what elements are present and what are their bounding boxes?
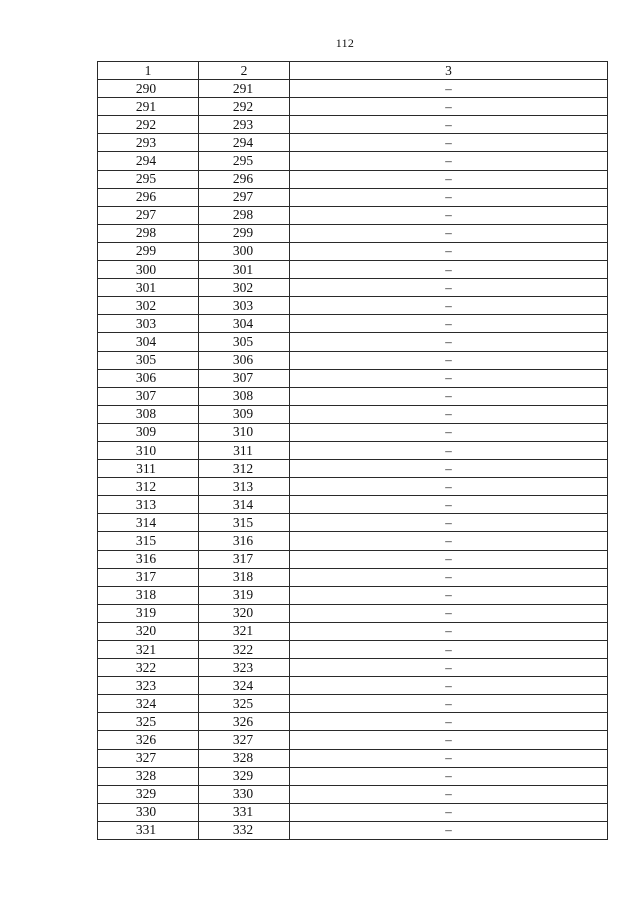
table-row	[98, 586, 608, 604]
table-row	[98, 297, 608, 315]
table-cell-col-1: 310	[98, 441, 199, 459]
table-cell-col-3: –	[290, 423, 608, 441]
table-cell-col-3: –	[290, 803, 608, 821]
data-table	[97, 61, 608, 840]
table-cell-col-1: 322	[98, 659, 199, 677]
table-cell-col-2: 292	[199, 98, 290, 116]
table-cell-col-1: 318	[98, 586, 199, 604]
table-cell-col-1: 302	[98, 297, 199, 315]
table-cell-col-3: –	[290, 478, 608, 496]
table-cell-col-1: 311	[98, 460, 199, 478]
table-cell-col-1: 315	[98, 532, 199, 550]
table-cell-col-3: –	[290, 224, 608, 242]
table-cell-col-3: –	[290, 695, 608, 713]
table-cell-col-2: 310	[199, 423, 290, 441]
table-cell-col-3: –	[290, 242, 608, 260]
table-cell-col-2: 293	[199, 116, 290, 134]
table-cell-col-2: 309	[199, 405, 290, 423]
table-cell-col-2: 314	[199, 496, 290, 514]
table-cell-col-2: 326	[199, 713, 290, 731]
table-cell-col-3: –	[290, 604, 608, 622]
table-row	[98, 351, 608, 369]
table-row	[98, 568, 608, 586]
table-cell-col-2: 321	[199, 622, 290, 640]
table-cell-col-3: –	[290, 821, 608, 839]
table-cell-col-3: –	[290, 622, 608, 640]
table-cell-col-1: 320	[98, 622, 199, 640]
table-cell-col-1: 293	[98, 134, 199, 152]
table-row	[98, 460, 608, 478]
table-row	[98, 224, 608, 242]
column-header-2: 2	[199, 62, 290, 80]
table-cell-col-1: 314	[98, 514, 199, 532]
table-row	[98, 731, 608, 749]
table-row	[98, 279, 608, 297]
table-cell-col-1: 316	[98, 550, 199, 568]
table-cell-col-1: 306	[98, 369, 199, 387]
table-cell-col-3: –	[290, 333, 608, 351]
table-cell-col-2: 317	[199, 550, 290, 568]
table-cell-col-1: 309	[98, 423, 199, 441]
table-cell-col-2: 298	[199, 206, 290, 224]
table-cell-col-3: –	[290, 550, 608, 568]
table-cell-col-1: 295	[98, 170, 199, 188]
table-row	[98, 387, 608, 405]
table-row	[98, 604, 608, 622]
table-cell-col-1: 328	[98, 767, 199, 785]
table-cell-col-2: 306	[199, 351, 290, 369]
table-row	[98, 242, 608, 260]
table-cell-col-2: 302	[199, 279, 290, 297]
table-cell-col-3: –	[290, 80, 608, 98]
table-cell-col-3: –	[290, 731, 608, 749]
table-cell-col-2: 301	[199, 261, 290, 279]
table-cell-col-3: –	[290, 98, 608, 116]
table-row	[98, 98, 608, 116]
page-number: 112	[335, 36, 355, 50]
table-cell-col-2: 303	[199, 297, 290, 315]
table-cell-col-2: 319	[199, 586, 290, 604]
table-cell-col-1: 330	[98, 803, 199, 821]
table-cell-col-2: 305	[199, 333, 290, 351]
table-cell-col-2: 295	[199, 152, 290, 170]
table-cell-col-2: 329	[199, 767, 290, 785]
table-cell-col-1: 298	[98, 224, 199, 242]
table-cell-col-3: –	[290, 586, 608, 604]
table-cell-col-1: 325	[98, 713, 199, 731]
table-cell-col-2: 291	[199, 80, 290, 98]
table-cell-col-1: 312	[98, 478, 199, 496]
table-cell-col-2: 318	[199, 568, 290, 586]
table-cell-col-2: 307	[199, 369, 290, 387]
table-cell-col-2: 312	[199, 460, 290, 478]
table-body	[98, 80, 608, 840]
table-cell-col-2: 304	[199, 315, 290, 333]
table-cell-col-3: –	[290, 659, 608, 677]
table-row	[98, 423, 608, 441]
table-cell-col-2: 322	[199, 641, 290, 659]
table-row	[98, 749, 608, 767]
table-cell-col-1: 294	[98, 152, 199, 170]
table-row	[98, 478, 608, 496]
table-row	[98, 659, 608, 677]
table-cell-col-2: 328	[199, 749, 290, 767]
table-row	[98, 152, 608, 170]
table-cell-col-2: 324	[199, 677, 290, 695]
table-row	[98, 116, 608, 134]
table-row	[98, 622, 608, 640]
table-cell-col-3: –	[290, 441, 608, 459]
table-row	[98, 803, 608, 821]
table-header-row	[98, 62, 608, 80]
table-cell-col-1: 319	[98, 604, 199, 622]
table-cell-col-3: –	[290, 532, 608, 550]
table-cell-col-3: –	[290, 116, 608, 134]
table-cell-col-1: 313	[98, 496, 199, 514]
table-row	[98, 441, 608, 459]
table-cell-col-1: 291	[98, 98, 199, 116]
table-cell-col-3: –	[290, 713, 608, 731]
table-cell-col-2: 332	[199, 821, 290, 839]
table-row	[98, 369, 608, 387]
table-row	[98, 188, 608, 206]
table-cell-col-1: 300	[98, 261, 199, 279]
table-row	[98, 677, 608, 695]
table-cell-col-2: 297	[199, 188, 290, 206]
table-row	[98, 767, 608, 785]
table-cell-col-2: 323	[199, 659, 290, 677]
table-cell-col-1: 324	[98, 695, 199, 713]
table-row	[98, 785, 608, 803]
table-cell-col-2: 327	[199, 731, 290, 749]
table-cell-col-2: 311	[199, 441, 290, 459]
table-cell-col-1: 299	[98, 242, 199, 260]
table-cell-col-3: –	[290, 460, 608, 478]
table-cell-col-1: 323	[98, 677, 199, 695]
table-cell-col-3: –	[290, 568, 608, 586]
table-cell-col-3: –	[290, 315, 608, 333]
table-cell-col-1: 305	[98, 351, 199, 369]
table-cell-col-1: 290	[98, 80, 199, 98]
table-cell-col-1: 304	[98, 333, 199, 351]
table-cell-col-3: –	[290, 677, 608, 695]
table-cell-col-2: 300	[199, 242, 290, 260]
table-row	[98, 641, 608, 659]
table-cell-col-1: 303	[98, 315, 199, 333]
table-cell-col-2: 320	[199, 604, 290, 622]
table-cell-col-3: –	[290, 188, 608, 206]
table-row	[98, 170, 608, 188]
table-row	[98, 261, 608, 279]
table-cell-col-3: –	[290, 134, 608, 152]
table-cell-col-3: –	[290, 261, 608, 279]
table-cell-col-2: 313	[199, 478, 290, 496]
table-cell-col-2: 315	[199, 514, 290, 532]
table-cell-col-3: –	[290, 767, 608, 785]
table-row	[98, 713, 608, 731]
table-cell-col-2: 316	[199, 532, 290, 550]
table-cell-col-2: 294	[199, 134, 290, 152]
table-cell-col-2: 325	[199, 695, 290, 713]
table-cell-col-3: –	[290, 297, 608, 315]
table-cell-col-1: 317	[98, 568, 199, 586]
table-cell-col-1: 307	[98, 387, 199, 405]
table-row	[98, 206, 608, 224]
table-cell-col-1: 321	[98, 641, 199, 659]
table-row	[98, 550, 608, 568]
table-cell-col-1: 329	[98, 785, 199, 803]
table-cell-col-3: –	[290, 405, 608, 423]
table-row	[98, 496, 608, 514]
table-cell-col-3: –	[290, 369, 608, 387]
table-cell-col-3: –	[290, 387, 608, 405]
table-cell-col-3: –	[290, 749, 608, 767]
table-cell-col-1: 326	[98, 731, 199, 749]
column-header-1: 1	[98, 62, 199, 80]
table-cell-col-2: 299	[199, 224, 290, 242]
table-row	[98, 821, 608, 839]
table-cell-col-3: –	[290, 785, 608, 803]
table-cell-col-2: 308	[199, 387, 290, 405]
table-row	[98, 695, 608, 713]
column-header-3: 3	[290, 62, 608, 80]
table-cell-col-1: 331	[98, 821, 199, 839]
table-cell-col-3: –	[290, 351, 608, 369]
table-cell-col-3: –	[290, 206, 608, 224]
table-row	[98, 315, 608, 333]
table-cell-col-1: 297	[98, 206, 199, 224]
table-cell-col-1: 308	[98, 405, 199, 423]
table-cell-col-1: 292	[98, 116, 199, 134]
table-cell-col-3: –	[290, 279, 608, 297]
table-row	[98, 333, 608, 351]
table-cell-col-1: 296	[98, 188, 199, 206]
table-cell-col-2: 330	[199, 785, 290, 803]
table-cell-col-2: 296	[199, 170, 290, 188]
table-row	[98, 80, 608, 98]
table-row	[98, 514, 608, 532]
table-row	[98, 532, 608, 550]
table-cell-col-3: –	[290, 514, 608, 532]
table-cell-col-3: –	[290, 152, 608, 170]
table-cell-col-1: 327	[98, 749, 199, 767]
table-cell-col-3: –	[290, 641, 608, 659]
table-cell-col-2: 331	[199, 803, 290, 821]
table-row	[98, 405, 608, 423]
table-cell-col-3: –	[290, 496, 608, 514]
table-cell-col-3: –	[290, 170, 608, 188]
table-cell-col-1: 301	[98, 279, 199, 297]
table-row	[98, 134, 608, 152]
